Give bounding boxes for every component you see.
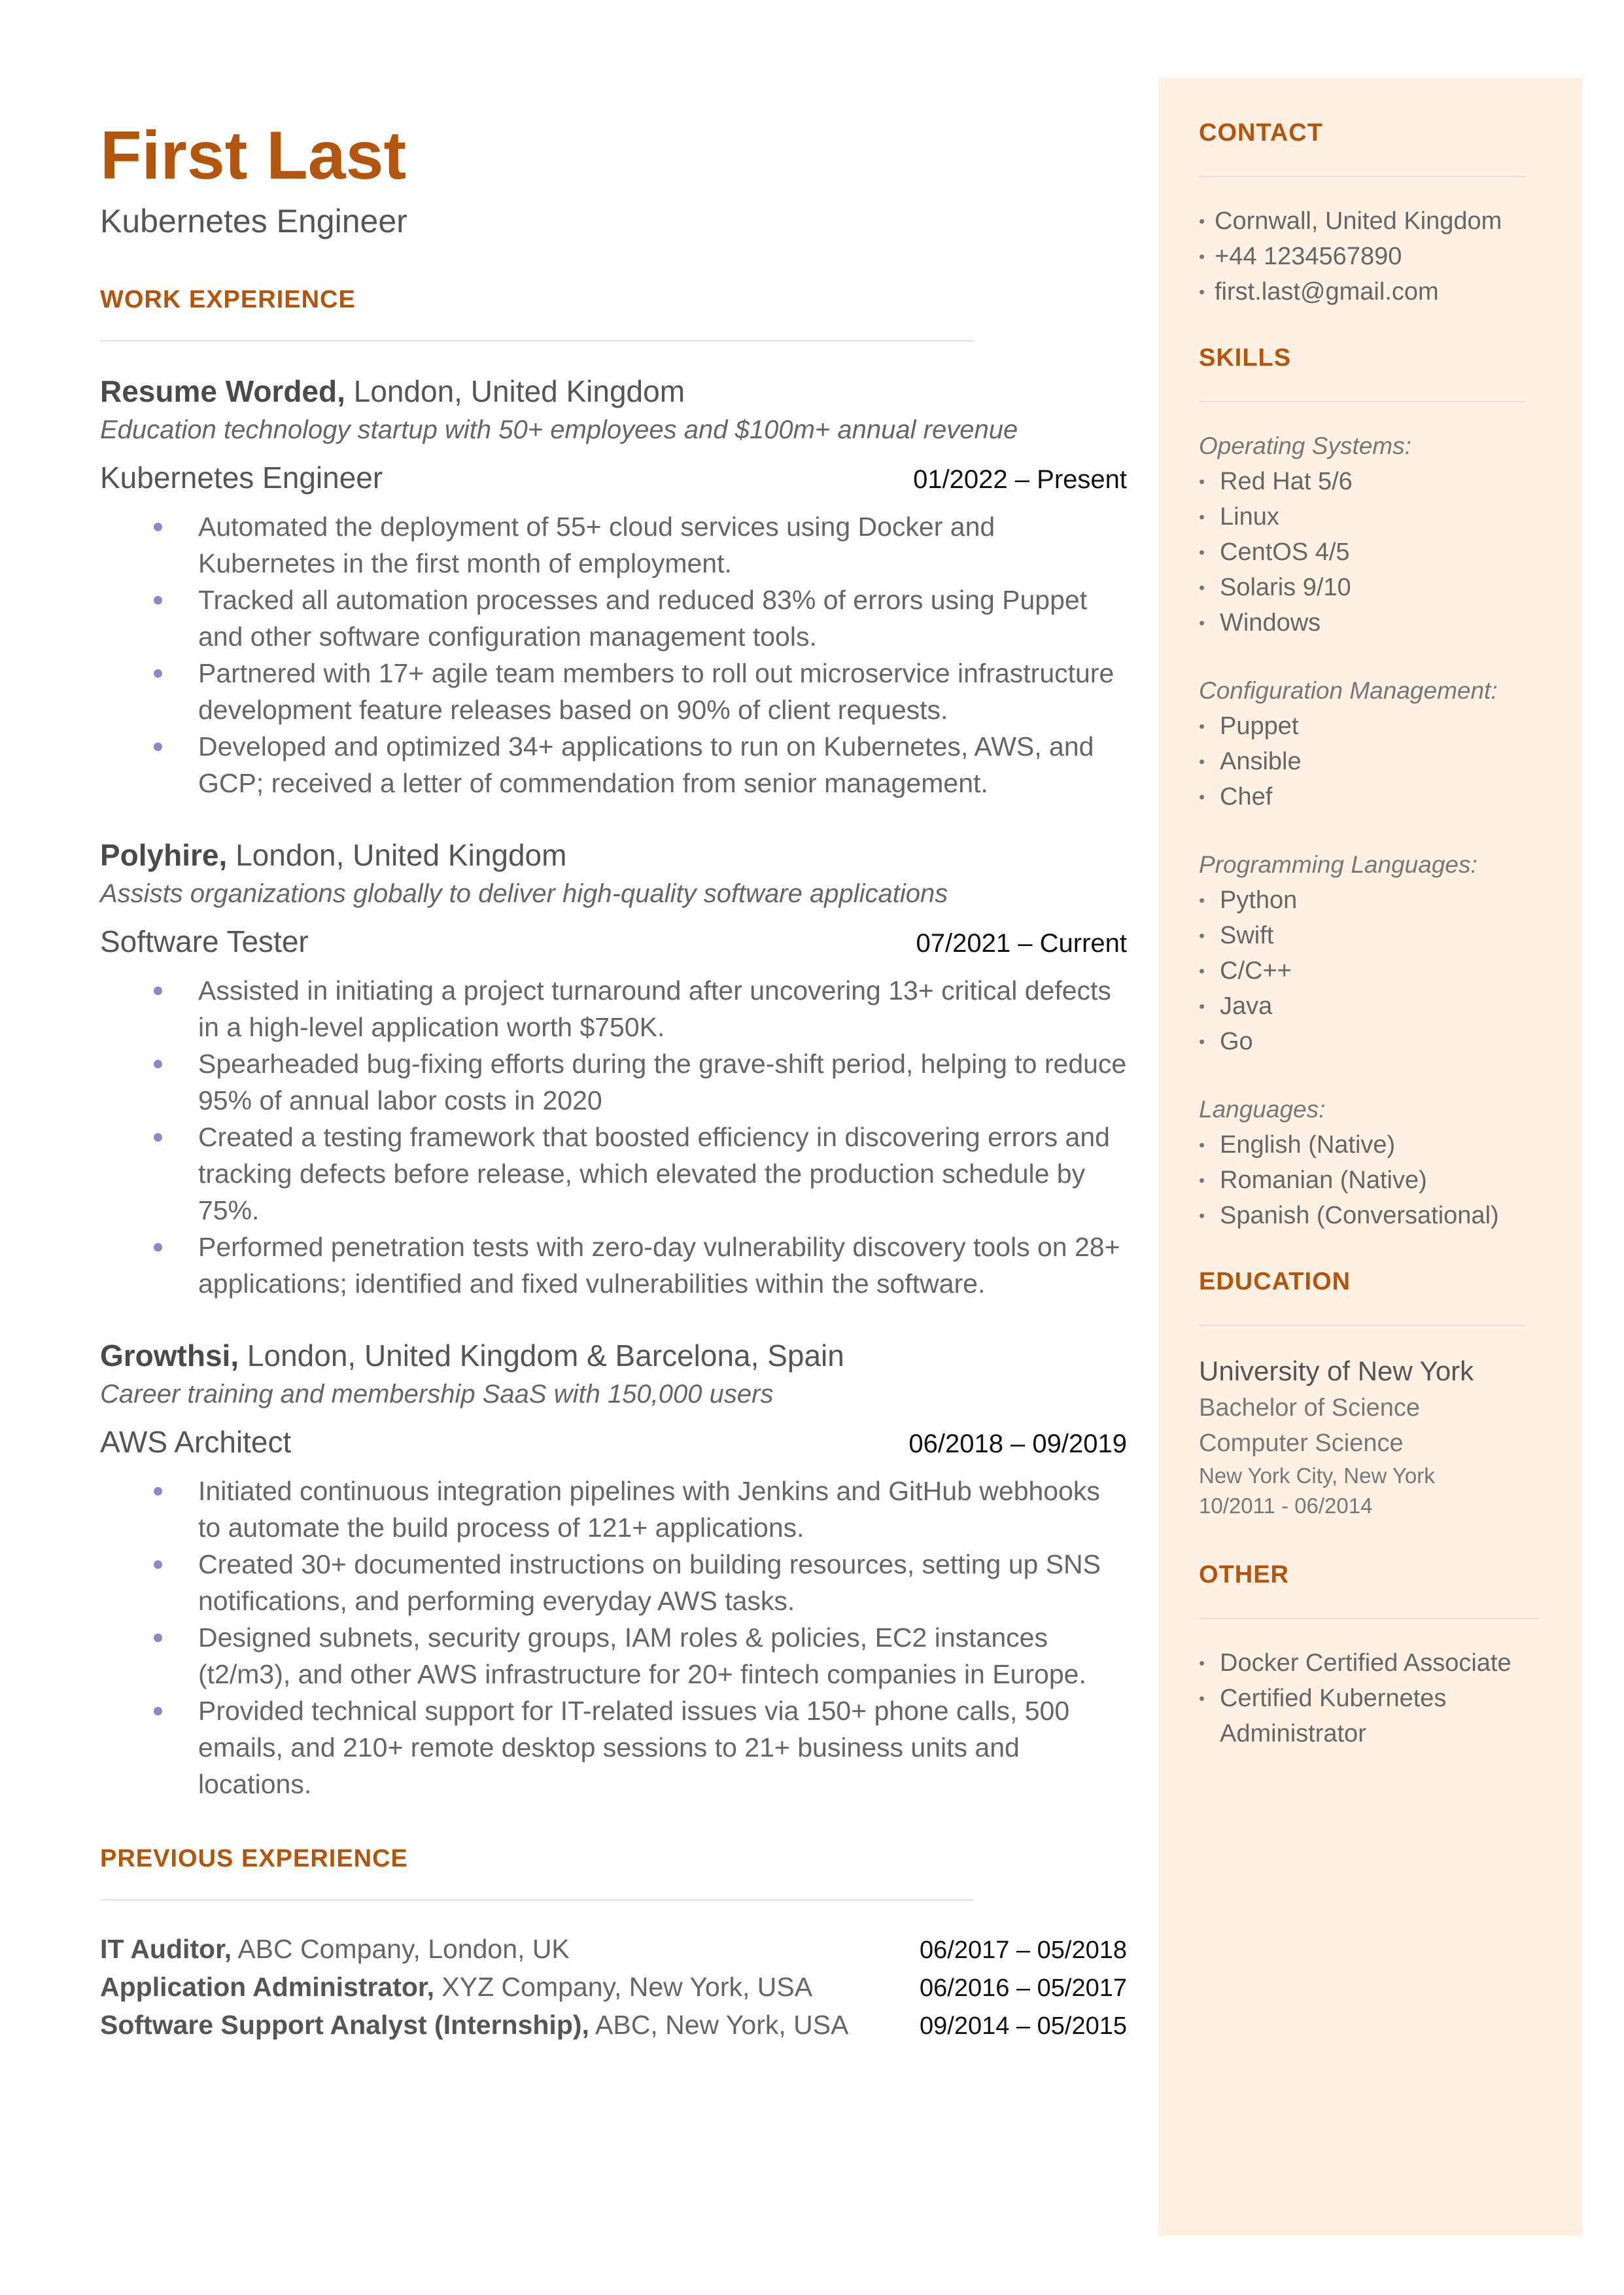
skill-item: • Chef bbox=[1199, 779, 1539, 815]
previous-job-dates: 06/2016 – 05/2017 bbox=[920, 1974, 1127, 2002]
previous-job-company: XYZ Company, New York, USA bbox=[434, 1972, 813, 2002]
other-item: • Docker Certified Associate bbox=[1199, 1645, 1539, 1681]
education-location: New York City, New York bbox=[1199, 1463, 1435, 1488]
skill-category bbox=[1199, 847, 1539, 1059]
company-tagline: Assists organizations globally to deliver high-quality software applications bbox=[100, 879, 948, 908]
company-line bbox=[100, 1336, 1127, 1375]
company-name: Growthsi, bbox=[100, 1339, 239, 1373]
candidate-name: First Last bbox=[100, 118, 407, 194]
previous-job-role: IT Auditor, bbox=[100, 1934, 232, 1964]
section-title-work: WORK EXPERIENCE bbox=[100, 286, 356, 313]
previous-job-role: Software Support Analyst (Internship), bbox=[100, 2010, 589, 2040]
skill-item: • CentOS 4/5 bbox=[1199, 534, 1539, 570]
job-entry bbox=[100, 835, 1127, 1302]
job-dates: 07/2021 – Current bbox=[916, 929, 1127, 958]
skill-category bbox=[1199, 429, 1539, 640]
skill-item: • Red Hat 5/6 bbox=[1199, 464, 1539, 499]
skill-item: • Spanish (Conversational) bbox=[1199, 1198, 1539, 1233]
skills-section bbox=[1199, 342, 1539, 1233]
company-location: London, United Kingdom & Barcelona, Spain bbox=[239, 1339, 844, 1373]
contact-email[interactable]: • first.last@gmail.com bbox=[1199, 274, 1539, 309]
skill-item: • Romanian (Native) bbox=[1199, 1163, 1539, 1198]
bullet-item: Partnered with 17+ agile team members to roll out microservice infrastructure development feature releases based on 90% of client requests. bbox=[100, 655, 1127, 728]
previous-job-company: ABC Company, London, UK bbox=[232, 1934, 570, 1964]
previous-job-role: Application Administrator, bbox=[100, 1972, 435, 2002]
skill-item: • Java bbox=[1199, 989, 1539, 1024]
job-row bbox=[100, 1421, 1127, 1465]
company-location: London, United Kingdom bbox=[227, 838, 567, 872]
bullet-item: Spearheaded bug-fixing efforts during the grave-shift period, helping to reduce 95% of annual labor costs in 2020 bbox=[100, 1045, 1127, 1119]
bullet-item: Initiated continuous integration pipelines with Jenkins and GitHub webhooks to automate the build process of 121+ applications. bbox=[100, 1473, 1127, 1546]
bullet-item: Created 30+ documented instructions on building resources, setting up SNS notifications, and performing everyday AWS tasks. bbox=[100, 1546, 1127, 1619]
skill-category bbox=[1199, 1092, 1539, 1233]
skill-item: • Swift bbox=[1199, 918, 1539, 953]
section-title-education: EDUCATION bbox=[1199, 1268, 1351, 1295]
previous-job bbox=[100, 1969, 812, 2005]
skill-category-name: Configuration Management: bbox=[1199, 677, 1498, 704]
education-school: University of New York bbox=[1199, 1356, 1474, 1386]
previous-job bbox=[100, 1931, 570, 1967]
section-title-other: OTHER bbox=[1199, 1561, 1289, 1588]
section-divider bbox=[1199, 401, 1526, 402]
job-bullets bbox=[100, 972, 1127, 1302]
sidebar bbox=[1158, 78, 1582, 2235]
skill-item: • English (Native) bbox=[1199, 1127, 1539, 1163]
work-experience-section bbox=[100, 284, 1127, 1802]
bullet-item: Designed subnets, security groups, IAM roles & policies, EC2 instances (t2/m3), and other AWS infrastructure for 20+ fintech companies in Europe. bbox=[100, 1619, 1127, 1692]
skill-item: • Linux bbox=[1199, 499, 1539, 534]
previous-job-row bbox=[100, 2006, 1127, 2044]
skill-item: • Windows bbox=[1199, 605, 1539, 640]
company-name: Resume Worded, bbox=[100, 374, 345, 408]
section-divider bbox=[100, 1899, 974, 1901]
job-title: Kubernetes Engineer bbox=[100, 461, 383, 495]
section-divider bbox=[1199, 1325, 1526, 1326]
company-tagline: Education technology startup with 50+ employees and $100m+ annual revenue bbox=[100, 415, 1018, 444]
skill-item: • Python bbox=[1199, 883, 1539, 918]
previous-job-company: ABC, New York, USA bbox=[589, 2010, 849, 2040]
job-row bbox=[100, 920, 1127, 964]
section-title-previous: PREVIOUS EXPERIENCE bbox=[100, 1845, 408, 1872]
job-title: Software Tester bbox=[100, 924, 309, 958]
candidate-title: Kubernetes Engineer bbox=[100, 203, 407, 239]
contact-location: • Cornwall, United Kingdom bbox=[1199, 203, 1539, 239]
skill-list bbox=[1199, 709, 1539, 815]
job-dates: 06/2018 – 09/2019 bbox=[908, 1429, 1127, 1458]
bullet-item: Developed and optimized 34+ applications to run on Kubernetes, AWS, and GCP; received a letter of commendation from senior management. bbox=[100, 728, 1127, 801]
education-degree: Bachelor of Science bbox=[1199, 1394, 1420, 1422]
education-section bbox=[1199, 1266, 1539, 1521]
section-title-contact: CONTACT bbox=[1199, 119, 1323, 147]
skill-item: • Ansible bbox=[1199, 744, 1539, 779]
job-entry bbox=[100, 372, 1127, 801]
skill-item: • Go bbox=[1199, 1024, 1539, 1059]
sidebar-content bbox=[1199, 117, 1539, 1751]
skill-list bbox=[1199, 883, 1539, 1059]
previous-job bbox=[100, 2006, 848, 2043]
contact-section bbox=[1199, 117, 1539, 309]
previous-job-dates: 06/2017 – 05/2018 bbox=[920, 1936, 1127, 1964]
company-tagline: Career training and membership SaaS with 150,000 users bbox=[100, 1380, 774, 1409]
previous-job-dates: 09/2014 – 05/2015 bbox=[920, 2012, 1127, 2040]
section-divider bbox=[1199, 176, 1526, 177]
bullet-item: Provided technical support for IT-related issues via 150+ phone calls, 500 emails, and 210+ remote desktop sessions to 21+ business units and locations. bbox=[100, 1692, 1127, 1802]
bullet-item: Performed penetration tests with zero-day vulnerability discovery tools on 28+ applications; identified and fixed vulnerabilities within the software. bbox=[100, 1229, 1127, 1302]
education-field: Computer Science bbox=[1199, 1429, 1404, 1457]
section-divider bbox=[100, 340, 974, 342]
other-item: • Certified Kubernetes Administrator bbox=[1199, 1681, 1539, 1751]
job-dates: 01/2022 – Present bbox=[913, 465, 1127, 494]
section-title-skills: SKILLS bbox=[1199, 344, 1292, 372]
job-bullets bbox=[100, 1473, 1127, 1802]
section-divider bbox=[1199, 1618, 1539, 1619]
contact-list bbox=[1199, 203, 1539, 309]
skill-category-name: Programming Languages: bbox=[1199, 851, 1477, 878]
skill-item: • C/C++ bbox=[1199, 953, 1539, 989]
bullet-item: Created a testing framework that boosted efficiency in discovering errors and tracking defects before release, which elevated the production schedule by 75%. bbox=[100, 1119, 1127, 1229]
skill-item: • Solaris 9/10 bbox=[1199, 570, 1539, 605]
previous-experience-section bbox=[100, 1843, 1127, 2044]
job-title: AWS Architect bbox=[100, 1425, 292, 1459]
skill-category bbox=[1199, 673, 1539, 815]
education-dates: 10/2011 - 06/2014 bbox=[1199, 1494, 1373, 1518]
bullet-item: Tracked all automation processes and reduced 83% of errors using Puppet and other software configuration management tools. bbox=[100, 582, 1127, 655]
previous-job-row bbox=[100, 1931, 1127, 1969]
skill-category-name: Languages: bbox=[1199, 1096, 1326, 1123]
job-bullets bbox=[100, 508, 1127, 801]
skill-list bbox=[1199, 464, 1539, 640]
other-list bbox=[1199, 1645, 1539, 1751]
skill-item: • Puppet bbox=[1199, 709, 1539, 744]
previous-job-row bbox=[100, 1969, 1127, 2006]
company-line bbox=[100, 835, 1127, 875]
main-column bbox=[100, 116, 1127, 2044]
company-location: London, United Kingdom bbox=[345, 374, 685, 408]
company-line bbox=[100, 372, 1127, 411]
job-row bbox=[100, 457, 1127, 500]
company-name: Polyhire, bbox=[100, 838, 228, 872]
bullet-item: Assisted in initiating a project turnaround after uncovering 13+ critical defects in a high-level application worth $750K. bbox=[100, 972, 1127, 1045]
contact-phone: • +44 1234567890 bbox=[1199, 239, 1539, 274]
job-entry bbox=[100, 1336, 1127, 1802]
skill-list bbox=[1199, 1127, 1539, 1233]
skill-category-name: Operating Systems: bbox=[1199, 432, 1411, 459]
other-section bbox=[1199, 1559, 1539, 1751]
bullet-item: Automated the deployment of 55+ cloud services using Docker and Kubernetes in the first month of employment. bbox=[100, 508, 1127, 582]
